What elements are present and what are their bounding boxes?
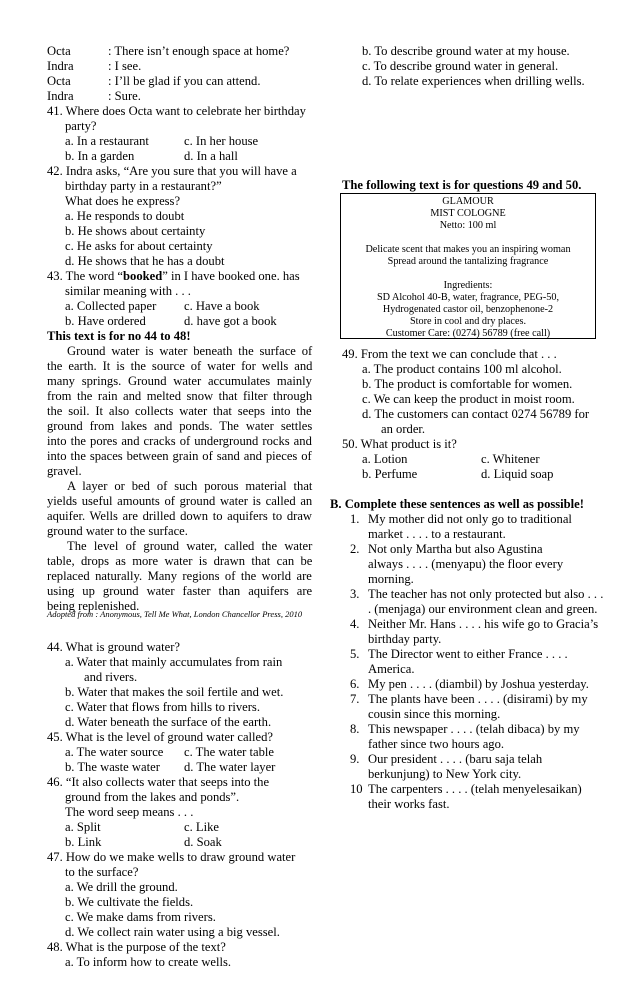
dialogue-line [47,44,289,59]
ingredients-title: Ingredients: [443,280,493,291]
passage-line: many springs. Ground water accumulates mainly [47,374,312,388]
passage-line: The level of ground water, called the water [67,539,313,553]
dialogue-line [47,74,260,89]
item-number: 10 [350,782,363,796]
passage-line: being replenished. [47,599,140,613]
description-line: Delicate scent that makes you an inspiring woman [365,244,571,255]
option-d: d. He shows that he has a doubt [65,254,225,268]
option-a-continued: and rivers. [84,670,138,684]
item-text: cousin since this morning. [368,707,501,721]
option-d: d. In a hall [184,149,238,163]
item-number: 1. [350,512,360,526]
option-c: c. Water that flows from hills to rivers. [65,700,260,714]
option-d: d. We collect rain water using a big vessel. [65,925,280,939]
question-47: 47. How do we make wells to draw ground water [47,850,296,864]
net-volume: Netto: 100 ml [439,220,497,231]
question-49: 49. From the text we can conclude that . . . [342,347,557,361]
option-c: c. In her house [184,134,259,148]
option-a: a. We drill the ground. [65,880,178,894]
passage-source: Adopted from : Anonymous, Tell Me What, London Chancellor Press, 2010 [47,609,303,619]
question-43 [47,269,300,284]
option-d: d. have got a book [184,314,277,328]
item-text: father since two hours ago. [368,737,505,751]
keyword: booked [123,269,163,283]
passage-line: into the pores and cracks of underground rocks and [47,434,312,448]
speaker: Octa [47,74,71,88]
option-b: b. He shows about certainty [65,224,206,238]
option-a: a. To inform how to create wells. [65,955,232,969]
item-number: 8. [350,722,360,736]
question-text: similar meaning with . . . [65,284,191,298]
option-d: d. The water layer [184,760,276,774]
item-text: berkunjung) to New York city. [368,767,522,781]
option-a: a. In a restaurant [65,134,149,148]
option-a: a. Water that mainly accumulates from rain [65,655,283,669]
option-a: a. The water source [65,745,164,759]
option-c: c. Whitener [481,452,540,466]
storage-note: Store in cool and dry places. [410,316,526,327]
passage-line: table, drops as more water is drawn that can be [47,554,313,568]
passage-line: the earth. It is the source of water for wells and [47,359,313,373]
option-c: c. Like [184,820,219,834]
speaker: Octa [47,44,71,58]
option-b: b. The product is comfortable for women. [362,377,573,391]
option-b: b. Perfume [362,467,418,481]
option-b: b. We cultivate the fields. [65,895,194,909]
option-d: d. Water beneath the surface of the earth. [65,715,272,729]
passage-line: into the spaces between grain of sand and pieces of [47,449,312,463]
item-text: Our president . . . . (baru saja telah [368,752,543,766]
item-number: 7. [350,692,360,706]
option-b: b. Have ordered [65,314,146,328]
customer-care: Customer Care: (0274) 56789 (free call) [385,328,551,339]
option-c: c. We make dams from rivers. [65,910,216,924]
question-41: 41. Where does Octa want to celebrate her birthday [47,104,306,118]
passage-line: using up ground water faster than aquifers are [47,584,313,598]
option-a: a. The product contains 100 ml alcohol. [362,362,562,376]
option-b: b. Water that makes the soil fertile and wet. [65,685,284,699]
utterance: : I’ll be glad if you can attend. [108,74,261,88]
item-text: The plants have been . . . . (disirami) by my [368,692,588,706]
question-text: birthday party in a restaurant?” [65,179,222,193]
question-46: 46. “It also collects water that seeps into the [47,775,270,789]
item-text: My pen . . . . (diambil) by Joshua yesterday. [368,677,589,691]
ingredients-line: Hydrogenated castor oil, benzophenone-2 [382,304,554,315]
option-b: b. Link [65,835,102,849]
item-number: 4. [350,617,360,631]
question-text: to the surface? [65,865,139,879]
item-text: This newspaper . . . . (telah dibaca) by my [368,722,580,736]
utterance: : Sure. [108,89,141,103]
option-c: c. Have a book [184,299,260,313]
option-c: c. He asks for about certainty [65,239,213,253]
option-a: a. Split [65,820,101,834]
option-c: c. The water table [184,745,274,759]
item-text: birthday party. [368,632,442,646]
question-text: 43. The word “ [47,269,124,283]
ingredients-line: SD Alcohol 40-B, water, fragrance, PEG-50, [376,292,560,303]
description-line: Spread around the tantalizing fragrance [387,256,549,267]
passage-line: Ground water is water beneath the surface of [67,344,313,358]
dialogue-line [47,59,141,74]
item-text: market . . . . to a restaurant. [368,527,506,541]
option-a: a. Lotion [362,452,408,466]
utterance: : There isn’t enough space at home? [108,44,290,58]
product-label-box [340,193,596,339]
speaker: Indra [47,59,74,73]
item-text: Neither Mr. Hans . . . . his wife go to Gracia’s [368,617,599,631]
passage-line: ground water to the surface. [47,524,188,538]
utterance: : I see. [108,59,142,73]
item-number: 5. [350,647,360,661]
option-b: b. To describe ground water at my house. [362,44,570,58]
passage-line: ground from lakes and ponds. The water settles [47,419,313,433]
question-text: The word seep means . . . [65,805,194,819]
option-a: a. He responds to doubt [65,209,185,223]
item-text: . (menjaga) our environment clean and green. [368,602,598,616]
question-text: party? [65,119,97,133]
option-b: b. In a garden [65,149,135,163]
passage-line: replaced naturally. Many regions of the world are [47,569,312,583]
question-50: 50. What product is it? [342,437,457,451]
option-d: d. Liquid soap [481,467,554,481]
passage-line: from the rain and melted snow that filter through [47,389,313,403]
option-a: a. Collected paper [65,299,157,313]
item-text: their works fast. [368,797,450,811]
item-text: The Director went to either France . . . . [368,647,568,661]
item-number: 6. [350,677,360,691]
question-text: ” in I have booked one. has [162,269,300,283]
item-text: The teacher has not only protected but also . . . [368,587,604,601]
item-text: Not only Martha but also Agustina [368,542,543,556]
item-text: My mother did not only go to traditional [368,512,572,526]
passage-heading: This text is for no 44 to 48! [47,329,191,343]
option-c: c. We can keep the product in moist room. [362,392,575,406]
dialogue-line [47,89,141,104]
item-number: 9. [350,752,360,766]
passage-line: aquifer. Wells are drilled down to aquifers to draw [47,509,312,523]
product-name: MIST COLOGNE [430,208,506,219]
question-42: 42. Indra asks, “Are you sure that you will have a [47,164,297,178]
item-text: The carpenters . . . . (telah menyelesaikan) [368,782,582,796]
section-b-title: B. Complete these sentences as well as possible! [330,497,584,511]
option-d: d. Soak [184,835,222,849]
item-text: morning. [368,572,414,586]
brand-name: GLAMOUR [442,196,494,207]
passage-line: A layer or bed of such porous material that [67,479,313,493]
question-48: 48. What is the purpose of the text? [47,940,226,954]
item-number: 3. [350,587,360,601]
text-intro-49-50: The following text is for questions 49 and 50. [342,178,582,192]
question-44: 44. What is ground water? [47,640,181,654]
speaker: Indra [47,89,74,103]
option-d: d. To relate experiences when drilling wells. [362,74,585,88]
item-text: always . . . . (menyapu) the floor every [368,557,564,571]
option-c: c. To describe ground water in general. [362,59,559,73]
item-text: America. [368,662,415,676]
question-45: 45. What is the level of ground water called? [47,730,274,744]
question-text: ground from the lakes and ponds”. [65,790,240,804]
option-d: d. The customers can contact 0274 56789 for [362,407,590,421]
option-d-continued: an order. [381,422,426,436]
passage-line: gravel. [47,464,82,478]
passage-line: the soil. It also collects water that seeps into the [47,404,312,418]
item-number: 2. [350,542,360,556]
passage-line: yields useful amounts of ground water is called an [47,494,313,508]
question-text: What does he express? [65,194,181,208]
option-b: b. The waste water [65,760,160,774]
